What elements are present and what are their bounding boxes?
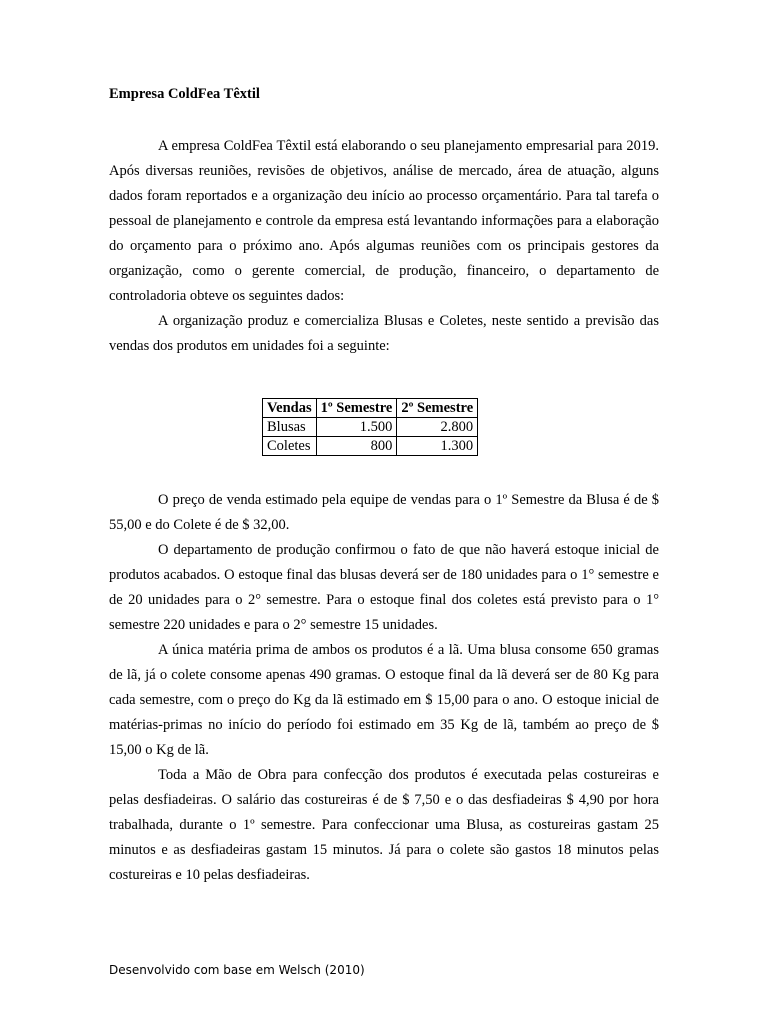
- table-header-cell: Vendas: [263, 399, 317, 418]
- table-cell-value: 800: [316, 437, 397, 456]
- sales-forecast-table: [262, 398, 478, 456]
- table-cell-product: Coletes: [263, 437, 317, 456]
- table-header-row: [263, 399, 478, 418]
- table-header-cell: 2º Semestre: [397, 399, 478, 418]
- document-footer: Desenvolvido com base em Welsch (2010): [109, 963, 365, 977]
- document-body: [109, 134, 659, 888]
- table-cell-value: 1.300: [397, 437, 478, 456]
- table-row: [263, 437, 478, 456]
- table-cell-value: 2.800: [397, 418, 478, 437]
- document-title: Empresa ColdFea Têxtil: [109, 86, 260, 102]
- paragraph-raw-material: A única matéria prima de ambos os produtos é a lã. Uma blusa consome 650 gramas de lã, já o colete consome apenas 490 gramas. O estoque final da lã deverá ser de 80 Kg para cada semestre, com o preço do Kg da lã estimado em $ 15,00 para o ano. O estoque inicial de matérias-primas no início do período foi estimado em 35 Kg de lã, também ao preço de $ 15,00 o Kg de lã.: [109, 642, 659, 758]
- table-cell-product: Blusas: [263, 418, 317, 437]
- table-row: [263, 418, 478, 437]
- table-cell-value: 1.500: [316, 418, 397, 437]
- table-header-cell: 1º Semestre: [316, 399, 397, 418]
- paragraph-labor: Toda a Mão de Obra para confecção dos produtos é executada pelas costureiras e pelas desfiadeiras. O salário das costureiras é de $ 7,50 e o das desfiadeiras $ 4,90 por hora trabalhada, durante o 1º semestre. Para confeccionar uma Blusa, as costureiras gastam 25 minutos e as desfiadeiras gastam 15 minutos. Já para o colete são gastos 18 minutos pelas costureiras e 10 pelas desfiadeiras.: [109, 767, 659, 883]
- paragraph-finished-inventory: O departamento de produção confirmou o fato de que não haverá estoque inicial de produtos acabados. O estoque final das blusas deverá ser de 180 unidades para o 1° semestre e de 20 unidades para o 2° semestre. Para o estoque final dos coletes está previsto para o 1° semestre 220 unidades e para o 2° semestre 15 unidades.: [109, 542, 659, 633]
- paragraph-prices: O preço de venda estimado pela equipe de vendas para o 1º Semestre da Blusa é de $ 55,00 e do Colete é de $ 32,00.: [109, 492, 659, 533]
- paragraph-products: A organização produz e comercializa Blusas e Coletes, neste sentido a previsão das vendas dos produtos em unidades foi a seguinte:: [109, 313, 659, 354]
- paragraph-intro: A empresa ColdFea Têxtil está elaborando o seu planejamento empresarial para 2019. Após diversas reuniões, revisões de objetivos, análise de mercado, área de atuação, alguns dados foram reportados e a organização deu início ao processo orçamentário. Para tal tarefa o pessoal de planejamento e controle da empresa está levantando informações para a elaboração do orçamento para o próximo ano. Após algumas reuniões com os principais gestores da organização, como o gerente comercial, de produção, financeiro, o departamento de controladoria obteve os seguintes dados:: [109, 138, 659, 304]
